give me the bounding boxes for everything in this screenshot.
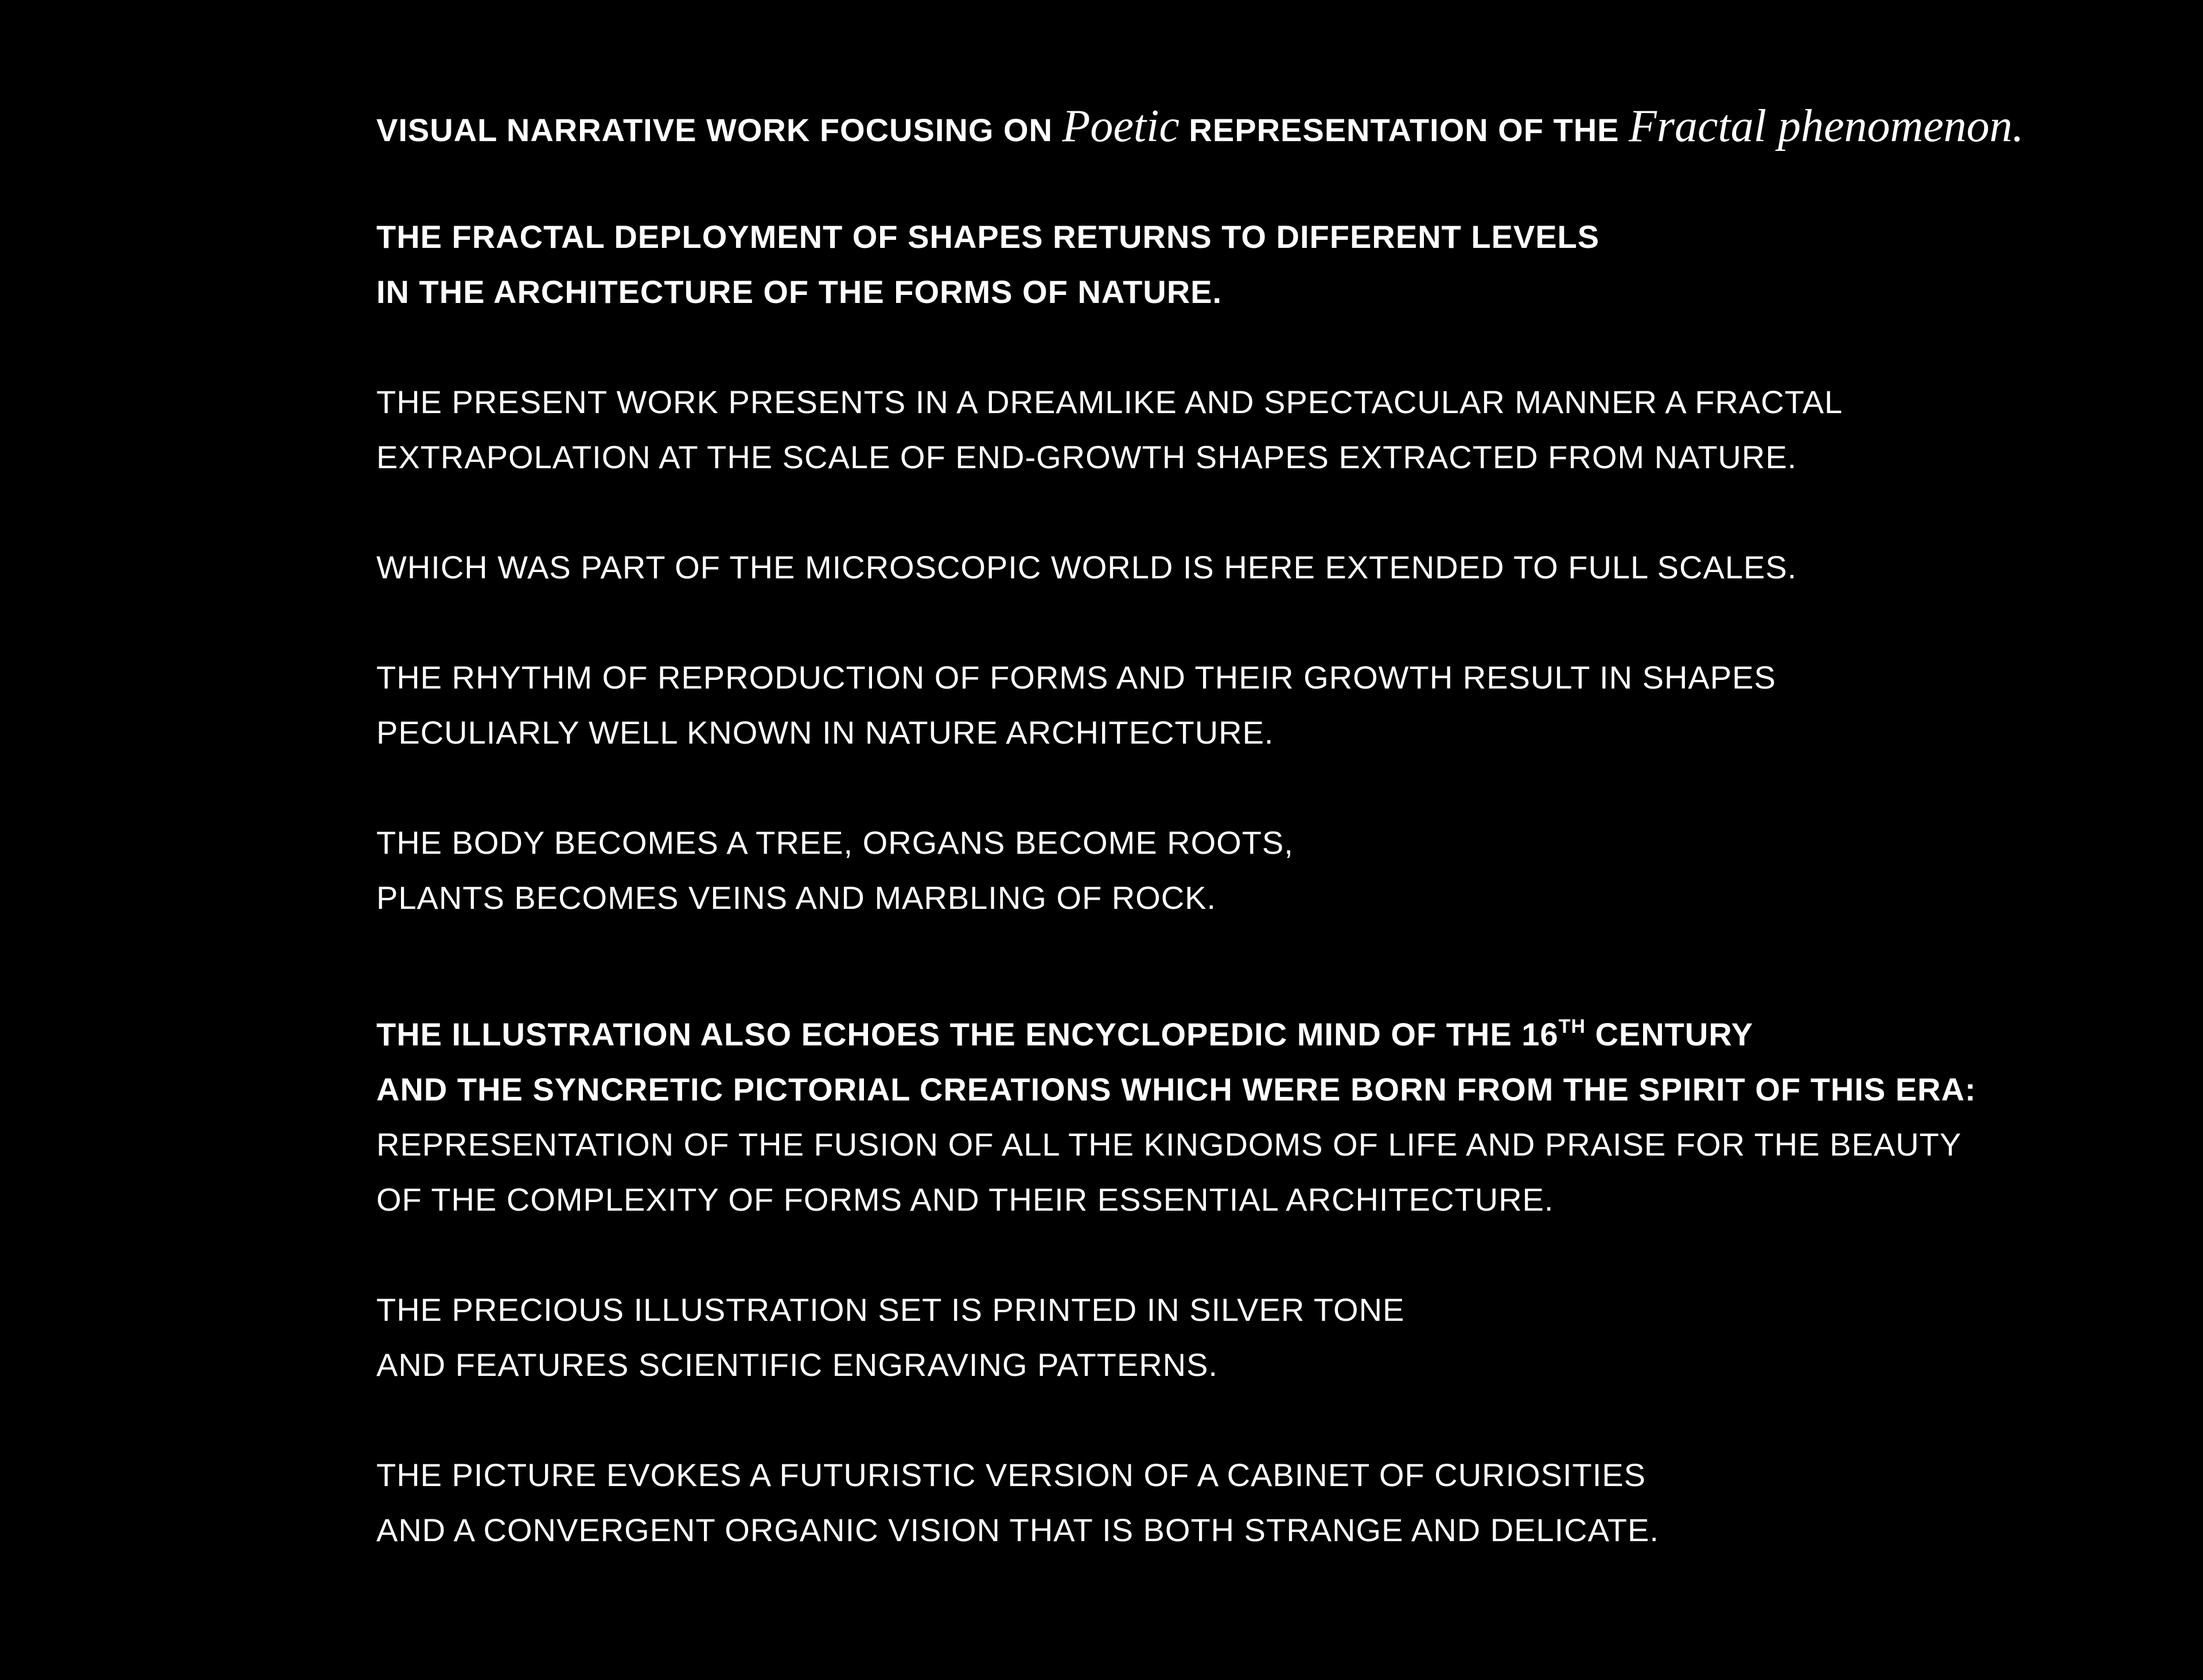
deployment-line-2: IN THE ARCHITECTURE OF THE FORMS OF NATURE. (376, 274, 1223, 310)
deployment-line-1: THE FRACTAL DEPLOYMENT OF SHAPES RETURNS TO DIFFERENT LEVELS (376, 219, 1600, 255)
precious-line-2: AND FEATURES SCIENTIFIC ENGRAVING PATTERNS. (376, 1347, 1218, 1383)
picture-line-1: THE PICTURE EVOKES A FUTURISTIC VERSION OF A CABINET OF CURIOSITIES (376, 1457, 1646, 1493)
deployment-paragraph (376, 209, 2097, 320)
illustration-line-3: REPRESENTATION OF THE FUSION OF ALL THE KINGDOMS OF LIFE AND PRAISE FOR THE BEAUTY (376, 1126, 1962, 1162)
illustration-ordinal-suffix: TH (1558, 1016, 1586, 1038)
paragraph-spacer (376, 760, 2097, 815)
microscopic-line-1: WHICH WAS PART OF THE MICROSCOPIC WORLD IS HERE EXTENDED TO FULL SCALES. (376, 549, 1797, 585)
precious-paragraph (376, 1282, 2097, 1393)
illustration-line-1 (376, 1007, 2097, 1062)
intro-text-part1: VISUAL NARRATIVE WORK FOCUSING ON (376, 112, 1062, 148)
body-tree-line-1: THE BODY BECOMES A TREE, ORGANS BECOME ROOTS, (376, 825, 1294, 861)
rhythm-line-1: THE RHYTHM OF REPRODUCTION OF FORMS AND THEIR GROWTH RESULT IN SHAPES (376, 659, 1776, 695)
paragraph-spacer (376, 485, 2097, 540)
illustration-paragraph (376, 1007, 2097, 1227)
present-work-paragraph (376, 375, 2097, 485)
present-work-line-2: EXTRAPOLATION AT THE SCALE OF END-GROWTH SHAPES EXTRACTED FROM NATURE. (376, 439, 1797, 475)
paragraph-spacer (376, 1227, 2097, 1282)
intro-line (376, 102, 2097, 154)
intro-italic-poetic: Poetic (1062, 101, 1180, 151)
paragraph-spacer (376, 595, 2097, 650)
paragraph-spacer (376, 154, 2097, 209)
paragraph-spacer (376, 320, 2097, 375)
section-spacer (376, 925, 2097, 1007)
illustration-line-2: AND THE SYNCRETIC PICTORIAL CREATIONS WHICH WERE BORN FROM THE SPIRIT OF THIS ERA: (376, 1071, 1976, 1107)
intro-italic-fractal: Fractal phenomenon. (1629, 101, 2024, 151)
picture-paragraph (376, 1448, 2097, 1558)
illustration-line-4: OF THE COMPLEXITY OF FORMS AND THEIR ESSENTIAL ARCHITECTURE. (376, 1181, 1554, 1218)
illustration-line-1-end: CENTURY (1585, 1016, 1754, 1052)
rhythm-line-2: PECULIARLY WELL KNOWN IN NATURE ARCHITECTURE. (376, 714, 1274, 750)
present-work-line-1: THE PRESENT WORK PRESENTS IN A DREAMLIKE AND SPECTACULAR MANNER A FRACTAL (376, 384, 1843, 420)
intro-text-part2: REPRESENTATION OF THE (1179, 112, 1629, 148)
microscopic-paragraph (376, 540, 2097, 595)
precious-line-1: THE PRECIOUS ILLUSTRATION SET IS PRINTED IN SILVER TONE (376, 1292, 1405, 1328)
body-tree-line-2: PLANTS BECOMES VEINS AND MARBLING OF ROCK. (376, 880, 1217, 916)
intro-paragraph (376, 102, 2097, 154)
paragraph-spacer (376, 1393, 2097, 1448)
illustration-line-1-text: THE ILLUSTRATION ALSO ECHOES THE ENCYCLOPEDIC MIND OF THE 16 (376, 1016, 1559, 1052)
rhythm-paragraph (376, 650, 2097, 760)
text-block (376, 102, 2097, 1558)
picture-line-2: AND A CONVERGENT ORGANIC VISION THAT IS BOTH STRANGE AND DELICATE. (376, 1512, 1659, 1548)
body-tree-paragraph (376, 815, 2097, 925)
